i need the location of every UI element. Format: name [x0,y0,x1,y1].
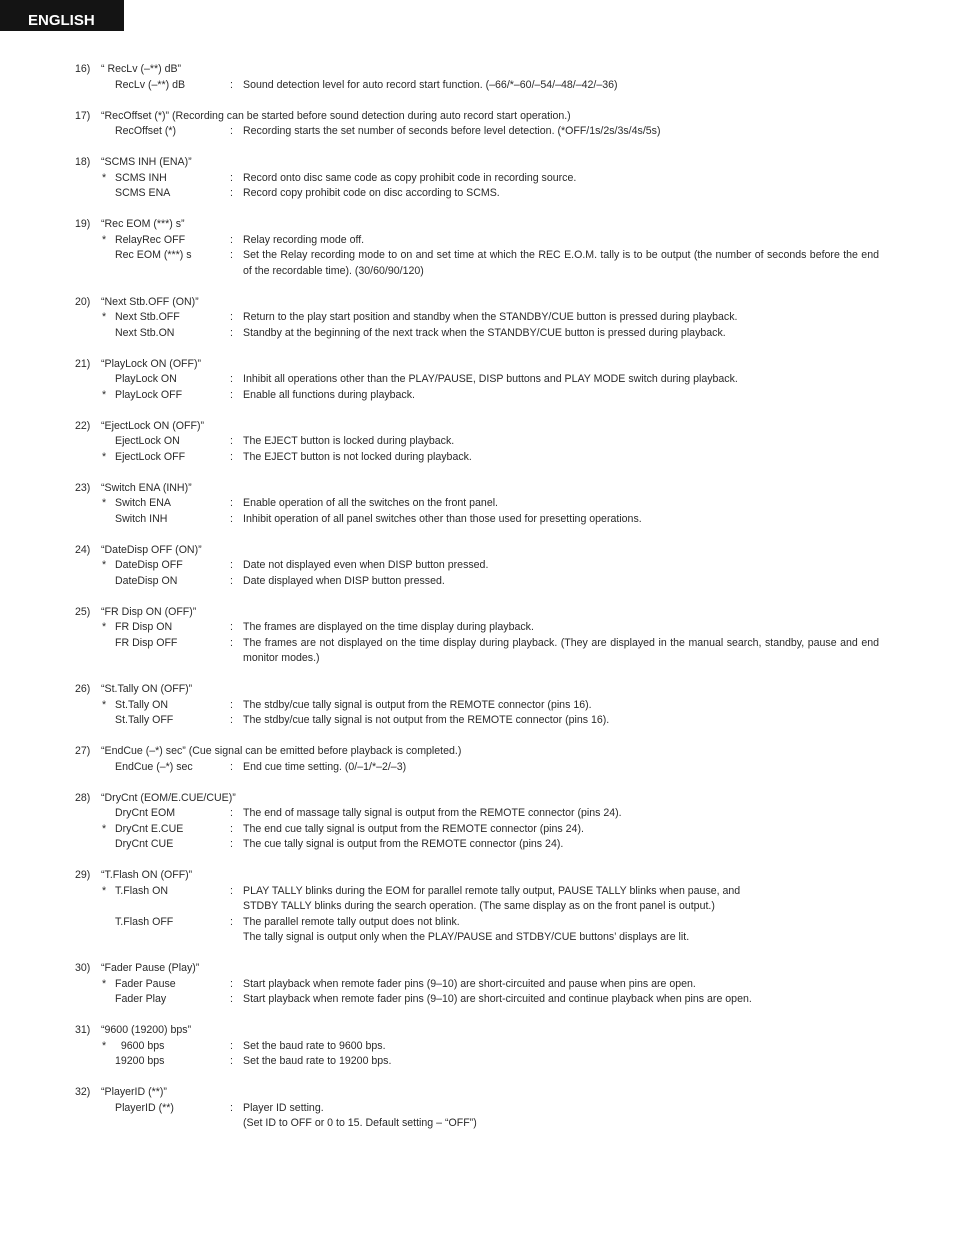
option-name: T.Flash OFF [115,915,174,928]
option-description [243,434,879,450]
separator-colon: : [230,497,233,509]
option-name: RecLv (–**) dB [115,78,186,91]
setting-item [0,791,954,853]
setting-item [0,155,954,202]
description-line: Record onto disc same code as copy prohibit code in recording source. [243,171,577,184]
option-row [0,310,954,326]
separator-colon: : [230,760,233,773]
option-description [243,558,879,574]
option-row [0,434,954,450]
option-row [0,884,954,915]
option-name: Next Stb.OFF [115,311,180,323]
option-name: Fader Pause [115,977,176,990]
description-line: Date displayed when DISP button pressed. [243,574,445,587]
setting-number: 20) [75,295,91,308]
setting-header [0,419,954,435]
option-description [243,310,879,326]
setting-number: 24) [75,543,91,556]
setting-header [0,357,954,373]
setting-title: “Rec EOM (***) s” [101,218,185,230]
option-description [243,977,879,993]
separator-colon: : [230,621,233,633]
option-row [0,78,954,94]
option-description [243,124,879,140]
separator-colon: : [230,249,233,261]
option-name: St.Tally OFF [115,714,174,726]
description-line: The cue tally signal is output from the REMOTE connector (pins 24). [243,838,564,850]
setting-title: “Next Stb.OFF (ON)” [101,295,199,308]
default-marker: * [102,977,107,990]
option-description [243,992,879,1008]
option-description [243,450,879,466]
setting-number: 30) [75,962,91,974]
setting-title: “DateDisp OFF (ON)” [101,543,202,556]
separator-colon: : [230,1055,233,1067]
setting-header [0,481,954,497]
option-name: T.Flash ON [115,884,168,897]
option-row [0,574,954,590]
default-marker: * [102,621,107,633]
setting-item [0,961,954,1008]
setting-title: “ RecLv (–**) dB” [101,63,182,75]
option-name: EjectLock OFF [115,450,186,463]
description-line: Player ID setting. [243,1101,324,1114]
description-line: Standby at the beginning of the next track when the STANDBY/CUE button is pressed during playback. [243,326,726,339]
option-description [243,372,879,388]
option-name: EjectLock ON [115,435,180,447]
option-name: 9600 bps [115,1039,165,1052]
setting-header [0,295,954,311]
option-description [243,496,879,512]
separator-colon: : [230,807,233,819]
description-line: Start playback when remote fader pins (9–10) are short-circuited and continue playback when pins are open. [243,993,752,1005]
setting-number: 25) [75,605,91,618]
option-description [243,636,879,667]
separator-colon: : [230,838,233,850]
setting-item [0,109,954,140]
setting-header [0,791,954,807]
default-marker: * [102,450,107,463]
description-line: The frames are not displayed on the time display during playback. (They are displayed in the manual search, standby, pause and end monitor modes.) [243,636,879,664]
option-row [0,620,954,636]
setting-title: “St.Tally ON (OFF)” [101,683,193,695]
default-marker: * [102,497,107,509]
separator-colon: : [230,512,233,525]
setting-header [0,62,954,78]
option-description [243,806,879,822]
setting-title: “EndCue (–*) sec” (Cue signal can be emitted before playback is completed.) [101,745,462,757]
setting-item [0,744,954,775]
default-marker: * [102,171,107,184]
option-description [243,78,879,94]
separator-colon: : [230,559,233,571]
separator-colon: : [230,326,233,339]
option-description [243,1054,879,1070]
setting-item [0,605,954,667]
option-description [243,186,879,202]
option-row [0,372,954,388]
option-name: PlayLock OFF [115,388,183,401]
separator-colon: : [230,311,233,323]
description-line: Set the baud rate to 19200 bps. [243,1055,392,1067]
description-line: The tally signal is output only when the PLAY/PAUSE and STDBY/CUE buttons’ displays are lit. [243,931,690,943]
option-row [0,1101,954,1132]
setting-number: 22) [75,419,91,432]
option-name: RecOffset (*) [115,125,177,137]
separator-colon: : [230,450,233,463]
setting-header [0,543,954,559]
setting-header [0,1085,954,1101]
option-description [243,512,879,528]
description-line: (Set ID to OFF or 0 to 15. Default setting – “OFF”) [243,1117,477,1129]
setting-header [0,605,954,621]
setting-header [0,155,954,171]
setting-item [0,419,954,466]
setting-title: “PlayLock ON (OFF)” [101,357,202,370]
setting-header [0,744,954,760]
setting-title: “T.Flash ON (OFF)” [101,869,193,881]
separator-colon: : [230,714,233,726]
option-description [243,822,879,838]
option-row [0,171,954,187]
option-row [0,915,954,946]
setting-number: 29) [75,869,91,881]
setting-number: 31) [75,1024,91,1036]
description-line: Set the Relay recording mode to on and set time at which the REC E.O.M. tally is to be output (the number of seconds before the end of the recordable time). (30/60/90/120) [243,249,879,277]
separator-colon: : [230,187,233,199]
setting-number: 16) [75,63,91,75]
option-row [0,636,954,667]
setting-item [0,1085,954,1132]
option-description [243,698,879,714]
default-marker: * [102,388,107,401]
option-row [0,326,954,342]
setting-item [0,295,954,342]
option-row [0,248,954,279]
default-marker: * [102,822,107,835]
option-name: SCMS INH [115,171,167,184]
setting-number: 18) [75,156,91,168]
option-description [243,837,879,853]
separator-colon: : [230,125,233,137]
setting-number: 32) [75,1086,91,1098]
option-name: DryCnt CUE [115,838,174,850]
option-description [243,171,879,187]
option-description [243,1101,879,1132]
setting-item [0,868,954,946]
language-tab: ENGLISH [0,0,124,31]
setting-title: “9600 (19200) bps” [101,1024,192,1036]
setting-number: 23) [75,481,91,494]
description-line: Relay recording mode off. [243,233,365,246]
description-line: Recording starts the set number of seconds before level detection. (*OFF/1s/2s/3s/4s/5s) [243,125,661,137]
option-row [0,760,954,776]
description-line: Start playback when remote fader pins (9–10) are short-circuited and pause when pins are open. [243,977,696,990]
option-name: DryCnt EOM [115,807,176,819]
setting-number: 17) [75,109,91,122]
option-name: PlayerID (**) [115,1101,174,1114]
option-name: Switch INH [115,512,168,525]
description-line: STDBY TALLY blinks during the search operation. (The same display as on the front panel is output.) [243,900,715,912]
setting-number: 19) [75,218,91,230]
separator-colon: : [230,233,233,246]
setting-header [0,217,954,233]
option-row [0,1054,954,1070]
separator-colon: : [230,884,233,897]
description-line: Inhibit operation of all panel switches other than those used for presetting operations. [243,512,642,525]
option-row [0,992,954,1008]
setting-item [0,62,954,93]
separator-colon: : [230,822,233,835]
separator-colon: : [230,78,233,91]
setting-header [0,868,954,884]
option-row [0,388,954,404]
option-description [243,574,879,590]
option-row [0,698,954,714]
setting-item [0,682,954,729]
setting-item [0,543,954,590]
description-line: End cue time setting. (0/–1/*–2/–3) [243,760,407,773]
option-name: DateDisp ON [115,574,178,587]
setting-number: 27) [75,745,91,757]
option-name: SCMS ENA [115,187,171,199]
option-row [0,124,954,140]
setting-number: 26) [75,683,91,695]
option-description [243,713,879,729]
setting-header [0,682,954,698]
separator-colon: : [230,373,233,385]
description-line: Set the baud rate to 9600 bps. [243,1039,386,1052]
settings-list [0,62,954,1147]
option-description [243,620,879,636]
description-line: The end cue tally signal is output from the REMOTE connector (pins 24). [243,822,584,835]
default-marker: * [102,233,107,246]
description-line: The EJECT button is not locked during playback. [243,450,472,463]
option-description [243,326,879,342]
description-line: The parallel remote tally output does not blink. [243,915,460,928]
option-name: Next Stb.ON [115,326,175,339]
option-row [0,496,954,512]
setting-title: “Switch ENA (INH)” [101,481,192,494]
setting-title: “FR Disp ON (OFF)” [101,605,197,618]
separator-colon: : [230,171,233,184]
setting-item [0,217,954,279]
option-description [243,233,879,249]
separator-colon: : [230,435,233,447]
option-row [0,512,954,528]
option-name: Rec EOM (***) s [115,249,192,261]
default-marker: * [102,311,107,323]
option-name: Fader Play [115,993,167,1005]
separator-colon: : [230,915,233,928]
default-marker: * [102,698,107,711]
option-description [243,884,879,915]
description-line: Inhibit all operations other than the PLAY/PAUSE, DISP buttons and PLAY MODE switch during playback. [243,373,738,385]
setting-header [0,1023,954,1039]
setting-item [0,1023,954,1070]
option-row [0,806,954,822]
setting-title: “DryCnt (EOM/E.CUE/CUE)” [101,791,236,804]
separator-colon: : [230,388,233,401]
setting-title: “Fader Pause (Play)” [101,962,200,974]
setting-number: 28) [75,791,91,804]
default-marker: * [102,559,107,571]
separator-colon: : [230,698,233,711]
setting-header [0,961,954,977]
setting-number: 21) [75,357,91,370]
setting-item [0,481,954,528]
option-row [0,713,954,729]
separator-colon: : [230,977,233,990]
option-name: FR Disp ON [115,621,173,633]
option-description [243,760,879,776]
description-line: PLAY TALLY blinks during the EOM for parallel remote tally output, PAUSE TALLY blinks when pause, and [243,884,741,897]
setting-title: “EjectLock ON (OFF)” [101,419,204,432]
description-line: Sound detection level for auto record start function. (–66/*–60/–54/–48/–42/–36) [243,78,618,91]
setting-title: “RecOffset (*)” (Recording can be started before sound detection during auto record start operation.) [101,109,571,122]
description-line: Return to the play start position and standby when the STANDBY/CUE button is pressed during playback. [243,311,738,323]
option-name: FR Disp OFF [115,636,178,649]
separator-colon: : [230,574,233,587]
description-line: Date not displayed even when DISP button pressed. [243,559,489,571]
option-row [0,837,954,853]
option-row [0,558,954,574]
option-name: RelayRec OFF [115,233,186,246]
option-description [243,388,879,404]
option-name: DryCnt E.CUE [115,822,184,835]
option-name: DateDisp OFF [115,559,183,571]
default-marker: * [102,1039,107,1052]
option-description [243,1039,879,1055]
option-description [243,248,879,279]
description-line: Enable all functions during playback. [243,388,415,401]
separator-colon: : [230,636,233,649]
option-row [0,233,954,249]
option-row [0,186,954,202]
option-description [243,915,879,946]
description-line: The stdby/cue tally signal is not output from the REMOTE connector (pins 16). [243,714,610,726]
separator-colon: : [230,1101,233,1114]
description-line: Enable operation of all the switches on the front panel. [243,497,499,509]
option-name: Switch ENA [115,497,171,509]
setting-title: “SCMS INH (ENA)” [101,156,192,168]
setting-title: “PlayerID (**)” [101,1086,167,1098]
description-line: The EJECT button is locked during playback. [243,435,455,447]
setting-item [0,357,954,404]
option-row [0,1039,954,1055]
description-line: The frames are displayed on the time display during playback. [243,621,534,633]
description-line: The end of massage tally signal is output from the REMOTE connector (pins 24). [243,807,622,819]
option-row [0,822,954,838]
option-name: EndCue (–*) sec [115,760,193,773]
separator-colon: : [230,993,233,1005]
description-line: Record copy prohibit code on disc according to SCMS. [243,187,500,199]
setting-header [0,109,954,125]
option-row [0,450,954,466]
option-name: PlayLock ON [115,373,177,385]
separator-colon: : [230,1039,233,1052]
option-name: 19200 bps [115,1055,165,1067]
option-row [0,977,954,993]
default-marker: * [102,884,107,897]
option-name: St.Tally ON [115,698,168,711]
description-line: The stdby/cue tally signal is output from the REMOTE connector (pins 16). [243,698,592,711]
